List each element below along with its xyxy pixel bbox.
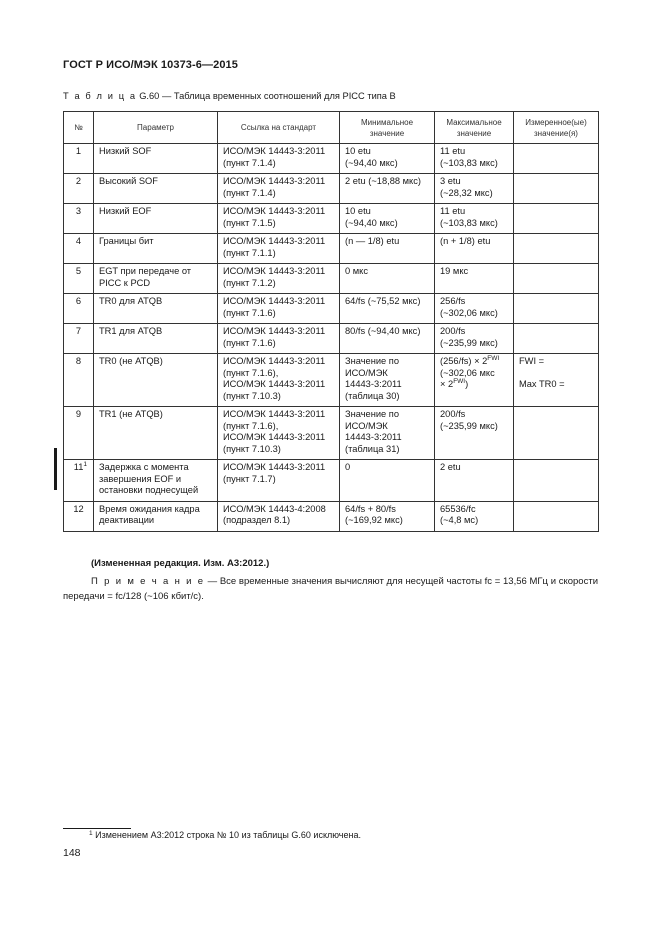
document-header: ГОСТ Р ИСО/МЭК 10373-6—2015 [63,59,238,71]
row-num: 9 [64,407,94,460]
row-num: 8 [64,354,94,407]
row-max: (n + 1/8) etu [435,234,514,264]
row-min: 0 мкс [340,264,435,294]
note-text: — Все временные значения вычисляют для несущей частоты fc = 13,56 МГц и скорости передачи = fc/128 (~106 кбит/с). [63,576,598,602]
row-ref: ИСО/МЭК 14443-3:2011 (пункт 7.1.1) [218,234,340,264]
caption-text: — Таблица временных соотношений для PICC типа B [161,91,396,101]
row-measured [514,460,599,502]
row-measured [514,407,599,460]
row-num: 5 [64,264,94,294]
row-ref: ИСО/МЭК 14443-4:2008 (подраздел 8.1) [218,501,340,531]
table-row [64,294,599,324]
row-max: 19 мкс [435,264,514,294]
caption-number: G.60 [139,91,160,101]
header-max: Максимальное значение [435,112,514,144]
row-min: 10 etu (~94,40 мкс) [340,144,435,174]
row-ref: ИСО/МЭК 14443-3:2011 (пункт 7.1.4) [218,174,340,204]
footnote-divider [63,828,131,829]
footnote-marker: 1 [89,830,93,837]
row-max: 256/fs (~302,06 мкс) [435,294,514,324]
row-min: Значение по ИСО/МЭК 14443-3:2011 (таблица 30) [340,354,435,407]
row-param: Низкий SOF [94,144,218,174]
table-row [64,407,599,460]
footnote [89,830,361,840]
table-row [64,264,599,294]
row-max: 11 etu (~103,83 мкс) [435,204,514,234]
row-max: 65536/fc (~4,8 мс) [435,501,514,531]
row-ref: ИСО/МЭК 14443-3:2011 (пункт 7.1.4) [218,144,340,174]
row-ref: ИСО/МЭК 14443-3:2011 (пункт 7.1.7) [218,460,340,502]
header-ref: Ссылка на стандарт [218,112,340,144]
row-measured [514,204,599,234]
row-min: 0 [340,460,435,502]
footnote-text: Изменением А3:2012 строка № 10 из таблицы G.60 исключена. [95,830,361,840]
row-param: TR0 для ATQB [94,294,218,324]
row-param: Низкий EOF [94,204,218,234]
row-min: 10 etu (~94,40 мкс) [340,204,435,234]
row-min: 2 etu (~18,88 мкс) [340,174,435,204]
header-measured: Измеренное(ые) значение(я) [514,112,599,144]
row-ref: ИСО/МЭК 14443-3:2011 (пункт 7.1.6) [218,324,340,354]
page-number: 148 [63,847,81,859]
row-num: 2 [64,174,94,204]
row-measured [514,144,599,174]
table-row [64,144,599,174]
row-param: EGT при передаче от PICC к PCD [94,264,218,294]
row-max: 200/fs (~235,99 мкс) [435,324,514,354]
timing-table [63,111,599,532]
row-num: 12 [64,501,94,531]
table-row [64,204,599,234]
revision-note: (Измененная редакция. Изм. А3:2012.) [91,558,270,569]
row-min: 64/fs (~75,52 мкс) [340,294,435,324]
row-ref: ИСО/МЭК 14443-3:2011 (пункт 7.1.6), ИСО/МЭК 14443-3:2011 (пункт 7.10.3) [218,407,340,460]
table-row [64,324,599,354]
table-row [64,234,599,264]
row-measured [514,294,599,324]
row-measured[interactable]: FWI = Max TR0 = [514,354,599,407]
table-note [63,574,598,604]
header-param: Параметр [94,112,218,144]
row-param: Время ожидания кадра деактивации [94,501,218,531]
row-param: TR1 для ATQB [94,324,218,354]
row-min: 80/fs (~94,40 мкс) [340,324,435,354]
table-header-row [64,112,599,144]
table-row [64,501,599,531]
row-ref: ИСО/МЭК 14443-3:2011 (пункт 7.1.6), ИСО/МЭК 14443-3:2011 (пункт 7.10.3) [218,354,340,407]
row-num: 1 [64,144,94,174]
row-measured [514,234,599,264]
change-bar [54,448,57,490]
row-min: Значение по ИСО/МЭК 14443-3:2011 (таблица 31) [340,407,435,460]
row-ref: ИСО/МЭК 14443-3:2011 (пункт 7.1.2) [218,264,340,294]
row-max: 3 etu (~28,32 мкс) [435,174,514,204]
table-row [64,174,599,204]
row-param: TR1 (не ATQB) [94,407,218,460]
row-param: Высокий SOF [94,174,218,204]
table-row [64,460,599,502]
row-num: 7 [64,324,94,354]
row-ref: ИСО/МЭК 14443-3:2011 (пункт 7.1.5) [218,204,340,234]
row-max: 11 etu (~103,83 мкс) [435,144,514,174]
row-measured [514,501,599,531]
row-num: 4 [64,234,94,264]
row-max: 200/fs (~235,99 мкс) [435,407,514,460]
row-num: 3 [64,204,94,234]
row-num: $11^1$ [64,460,94,502]
row-param: Границы бит [94,234,218,264]
row-param: TR0 (не ATQB) [94,354,218,407]
row-measured [514,264,599,294]
table-caption [63,91,396,101]
row-min: (n — 1/8) etu [340,234,435,264]
row-measured [514,324,599,354]
row-max: $(256/fs) \times 2^{FWI}$ (~302,06 мкс × $2^{FWI}$) [435,354,514,407]
table-row [64,354,599,407]
row-min: 64/fs + 80/fs (~169,92 мкс) [340,501,435,531]
header-num: № [64,112,94,144]
row-param: Задержка с момента завершения EOF и остановки поднесущей [94,460,218,502]
header-min: Минимальное значение [340,112,435,144]
note-label: П р и м е ч а н и е [91,576,205,587]
row-max: 2 etu [435,460,514,502]
row-num: 6 [64,294,94,324]
row-ref: ИСО/МЭК 14443-3:2011 (пункт 7.1.6) [218,294,340,324]
row-measured [514,174,599,204]
caption-label: Т а б л и ц а [63,91,137,101]
